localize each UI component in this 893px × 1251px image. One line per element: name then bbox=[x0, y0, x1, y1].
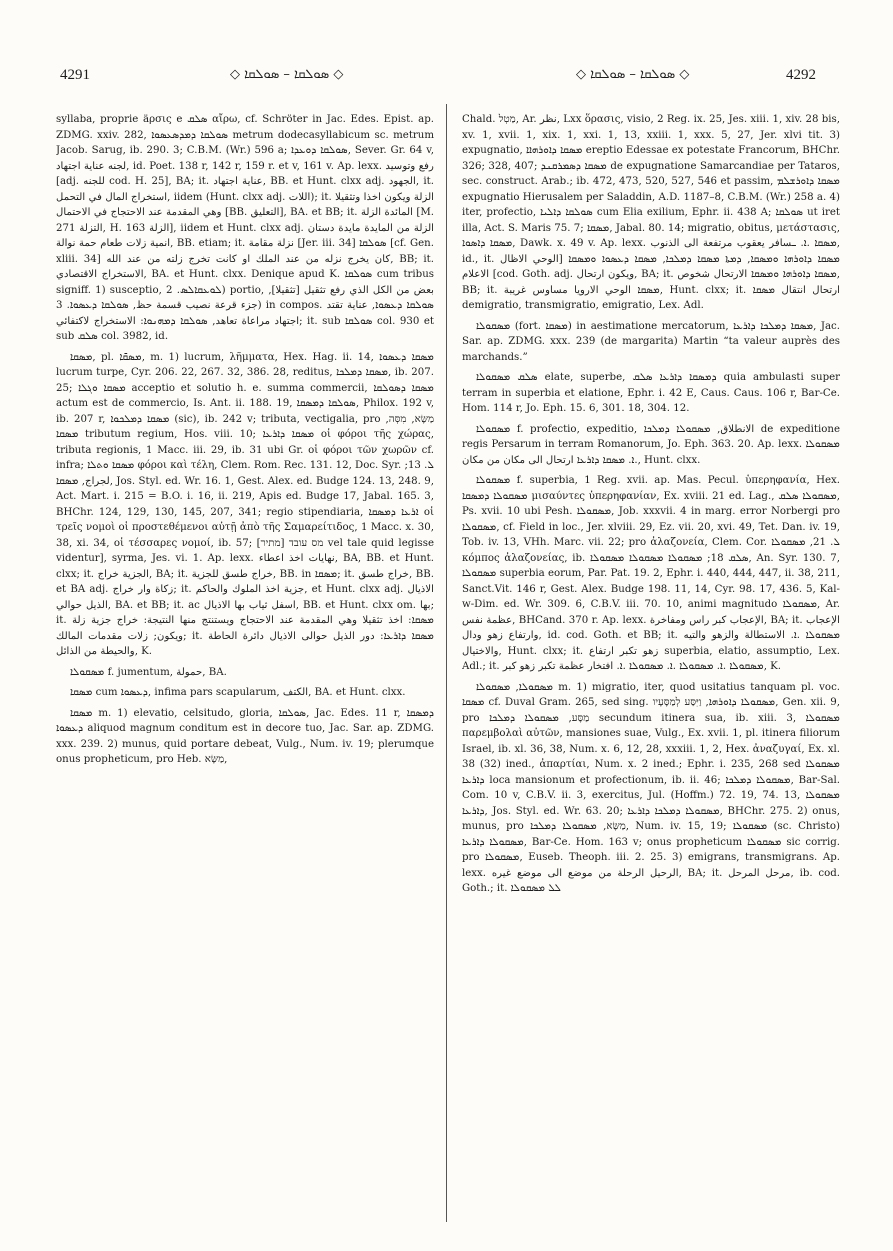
right-page-number: 4292 bbox=[786, 67, 816, 83]
entry-paragraph: ܡܣܩܐ m. 1) elevatio, celsitudo, gloria, ܣܘܠܩܐ, Jac. Edes. 11 r, ܕܡܣܩܐ ܕܥܣܘܐ aliquod magnum conditum est in decore tuo, Jac. Sar. ap. ZDMG. xxx. 239. 2) munus, quid portare debeat, Vulg., Num. iv. 19; plerumque onus propheticum, pro Heb. מַשָּׂא, bbox=[56, 707, 434, 765]
entry-paragraph: ܣܠܩ ܡܣܩܘܠܐ elate, superbe, ܕܡܣܩܐ ܕܐܪܥܐ ܣܠܩ quia ambulasti super terram in superbia et elatione, Ephr. i. 42 E, Caus. Caus. 106 r, Bar-Ce. Hom. 114 r, Jo. Eph. 15. 6, 301. 18, 304. 12. bbox=[462, 372, 840, 414]
entry-paragraph: Chald. מַטְל, Ar. نظر, Lxx ὅρασις, visio, 2 Reg. ix. 25, Jes. xiii. 1, xiv. 28 bis, xv. 1, xvii. 1, xix. 1, xxi. 1, 13, xxiii. 1, xxx. 5, 27, Jer. xlvi tit. 3) expugnatio, ܡܣܩܐ ܕܐܘܪܗܐܐ ereptio Edessae ex potestate Francorum, BHChr. 326; 328, 407; ܡܣܩܐ ܕܣܡܪܩܢܕ de expugnatione Samarcandiae per Tataros, sec. construct. Arab.; ib. 472, 473, 520, 527, 546 et passim, ܡܣܩܐ ܕܐܘܪܫܠܡ expugnatio Hierusalem per Saladdin, A.D. 1187–8, C.B.M. (Wr.) 258 a. 4) iter, profectio, ܣܘܠܩܐ ܕܐܠܝܐ cum Elia exilium, Ephr. ii. 438 A; ܣܘܠܩܐ ut iret illa, Act. S. Maris 75. 7; ܡܣܩܐ, Jabal. 80. 14; migratio, obitus, μετάστασις, ܡܣܩܐ ܕܐܣܘܐ, Dawk. x. 49 v. Ap. lexx. ܡܣܩܐ .ܐ. ـسافر يعقوب مرتفعة الى الذنوب, id., it. ܡܣܩܐ ܕܐܘܪܗܐ ܘܡܣܩܐ, ܕܡܬܐ ܡܣܩܐ ܕܡܠܟܐ, ܡܣܩܐ ܕܥܣܘܐ ܘܡܣܩܐ [الوحي الاظال الاعلام [cod. Goth. adj. ويكون ارتحال, BA; it. ܡܣܩܐ ܕܐܘܪܗܐ ܘܡܣܩܐ الارتحال شخوص, BB; it. ܡܣܩܐ الوحي الارويا مساوس غريبة, Hunt. clxx; it. ارتحال انتقال ܡܣܩܐ demigratio, transmigratio, emigratio, Lex. Adl. bbox=[462, 114, 840, 311]
entry-paragraph: ܡܣܩܐ, pl. ܡܣܩ̄ܐ, m. 1) lucrum, λῆμματα, Hex. Hag. ii. 14, ܡܣܩܐ ܕܥܣܘܐ lucrum turpe, Cyr. 206. 22, 267. 32, 386. 28, reditus, ܡܣܩܐ ܕܡܠܟܐ, ib. 207. 25; ܡܣܩܐ ܘܓܠܐ acceptio et solutio h. e. summa commercii, ܡܣܩܐ ܕܣܘܠܩܐ actum est de commercio, Is. Ant. ii. 188. 19, ܣܘܠܩܐ ܕܡܣܩܐ, Philox. 192 v, ib. 207 r, ܡܣܩܐ ܕܡܠܟܘܐ (sic), ib. 242 v; tributa, vectigalia, pro מַשָּׂא, מִסְּה, ܡܣܩܐ tributum regium, Hos. viii. 10; ܡܣܩܐ ܕܐܪܥܐ οἱ φόροι τῆς χώρας, tributa regionis, 1 Macc. iii. 29, ib. 31 ubi Gr. οἱ φόροι τῶν χωρῶν cf. infra; ܡܣܩܐ ܘܬܠܐ φόροι καὶ τέλη, Clem. Rom. Rec. 131. 12, Doc. Syr. ܠ. 13; لجراج, ܡܣܩܐ, Jos. Styl. ed. Wr. 16. 1, Gest. Alex. ed. Budge 124. 13, 248. 9, Act. Mart. i. 215 = B.O. i. 16, ii. 219, Apis ed. Budge 17, Jabal. 165. 3, BHChr. 124, 129, 130, 145, 207, 341; regio stipendiaria, ܐܪܥܐ ܕܡܣܩܐ οἱ τρεῖς νομοὶ οἱ προστεθέμενοι αὐτῇ ἀπὸ τῆς Σαμαρείτιδος, 1 Macc. x. 30, 38, xi. 34, οἱ τέσσαρες νομοί, ib. 57; מס עובד [מתיר] vel tale quid legisse videntur], syrma, Jes. vi. 1. Ap. lexx. نهايات اخذ اعطاء, BA, BB. et Hunt. clxx; it. الجزية خراج, BA; it. خراج طسق للجزية, BB. in ܡܣܩܐ; it. خراج طسق, BB. et BA adj. زكاة وار خراج; it. جزية اخذ الملوك والحاكم, et Hunt. clxx adj. الاذيال الذيل حوالي, BA. et BB; it. ac اسفل ثياب بها الاذيال, BB. et Hunt. clxx om. بها; it. ܡܣܩܐ: اخذ تثقيلا وهي المقدمة عند الاحتجاج ويستنتج منها النتيجة: خراج جزية زلة ويكون; زلات مقدمات المالك; it. ܡܣܩܐ ܕܐܪܥܐ: دور الذيل حوالى الاذيال دائرة الحاطة والحيطة من الذائل, K. bbox=[56, 351, 434, 657]
entry-paragraph: ܡܣܩܘܠܐ, ܡܣܩܘܠܐ m. 1) migratio, iter, quod usitatius tanquam pl. voc. ܡܣܩܐ cf. Duval Gram. 265, sed sing. ܡܣܩܘܠܐ ܕܐܘܪܗܐ, וַיִּסַּע לְמַסָּעָיו, Gen. xii. 9, pro מַסָּע, ܡܣܩܘܠܐ ܕܡܠܟܐ secundum itinera sua, ib. xiii. 3, ܡܣܩܘܠܐ παρεμβολαὶ αὐτῶν, mansiones suae, Vulg., Ex. xvii. 1, pl. itinera filiorum Israel, ib. xl. 36, 38, Num. x. 6, 12, 28, xxxiii. 1, 2, Hex. ἀναζυγαί, Ex. xl. 38 (32) ined., ἀπαρτίαι, Num. x. 2 ined.; Ephr. i. 235, 268 sed ܡܣܩܘܠܐ ܕܐܪܥܐ loca mansionum et profectionum, ib. ii. 46; ܡܣܩܘܠܐ ܕܡܠܟܐ, Bar-Sal. Com. 10 v, C.B.V. ii. 3, exercitus, Jul. (Hoffm.) 72. 19, 74. 13, ܡܣܩܘܠܐ ܕܐܪܥܐ, Jos. Styl. ed. Wr. 63. 20; ܡܣܩܘܠܐ ܕܡܠܟܐ ܕܐܪܥܐ, BHChr. 275. 2) onus, munus, pro מַשָּׂא, ܡܣܩܘܠܐ ܕܡܠܟܐ, Num. iv. 15, 19; ܡܣܩܘܠܐ (sc. Christo) ܡܣܩܘܠܐ ܕܐܪܥܐ, Bar-Ce. Hom. 163 v; onus propheticum ܡܣܩܘܠܐ sic corrig. pro ܡܣܩܘܠܐ, Euseb. Theoph. iii. 2. 25. 3) emigrans, transmigrans. Ap. lexx. الرحيل الرحلة من موضع الى موضع غيره, BA; it. مرحل المرحل, ib. cod. Goth.; it. ܠܠ ܡܣܩܘܠܐ bbox=[462, 681, 840, 894]
right-running-head: ◇ ܣܘܠܩܐ – ܣܘܠܩܐ ◇ bbox=[576, 67, 690, 82]
entry-paragraph: ܡܣܩܐ cum ܕܥܣܘܐ, infima pars scapularum, الكتف, BA. et Hunt. clxx. bbox=[70, 687, 406, 698]
right-column bbox=[462, 112, 840, 1212]
entry-paragraph: ܡܣܩܘܠܐ f. jumentum, حمولة, BA. bbox=[70, 666, 227, 678]
left-header bbox=[60, 64, 430, 86]
entry-paragraph: ܡܣܩܘܠܐ f. profectio, expeditio, الانطلاق, ܡܣܩܘܠܐ ܕܡܠܟܐ de expeditione regis Persarum in terram Romanorum, Jo. Eph. 363. 20. Ap. lexx. ܡܣܩܘܠܐ .ܐ. ܡܣܩܐ ܕܐܪܥܐ ارتحال الى مكان من مكان, Hunt. clxx. bbox=[462, 423, 840, 466]
left-running-head: ◇ ܣܘܠܩܐ – ܣܘܠܩܐ ◇ bbox=[230, 67, 344, 82]
left-page-number: 4291 bbox=[60, 67, 90, 83]
entry-paragraph: ܡܣܩܘܠܐ f. superbia, 1 Reg. xvii. ap. Mas. Pecul. ὑπερηφανία, Hex. ܡܣܩܘܠܐ ܕܡܣܩܐ μισαύντες ὑπερηφανίαν, Ex. xviii. 21 ed. Lag., ܡܣܩܘܠܐ ܣܠܩ, Ps. xvii. 10 ubi Pesh. ܡܣܩܘܠܐ, Job. xxxvii. 4 in marg. error Norbergi pro ܡܣܩܘܠܐ, cf. Field in loc., Jer. xlviii. 29, Ez. vii. 20, xvi. 49, Tet. Dan. iv. 19, Tob. iv. 13, VHh. Marc. vii. 22; pro ἀλαζονεία, Clem. Cor. ܠ. 21, ܡܣܩܘܠܐ κόμπος ἀλαζονείας, ib. ܣܠܩ 18; ܡܣܩܘܠܐ ܡܣܩܘܠܐ ܡܣܩܘܠܐ, An. Syr. 130. 7, ܡܣܩܘܠܐ superbia eorum, Par. Pat. 19. 2, Ephr. i. 440, 444, 447, ii. 38, 211, Sanct.Vit. 146 r, Gest. Alex. Budge 198. 11, 14, Cyr. 98. 17, 436. 5, Kal-w-Dim. ed. Wr. 309. 6, C.B.V. iii. 70. 10, animi magnitudo ܡܣܩܘܠܐ, Ar. عظمة نفس, BHCand. 370 r. Ap. lexx. الإعجاب كبر راس ومفاخرة, BA; it. الإعجاب وارتفاع زهو ودال, id. cod. Goth. et BB; it. ܡܣܩܘܠܐ .ܐ. الاستطالة والزهو والتيه والاختيال, Hunt. clxx; it. زهو تكبر ارتفاع superbia, elatio, assumptio, Lex. Adl.; it. ܡܣܩܘܠܐ .ܐ. ܡܣܩܘܠܐ .ܐ. ܡܣܩܘܠܐ .ܐ. افتخار عظمة تكبر زهو كبر, K. bbox=[462, 475, 840, 672]
entry-paragraph: syllaba, proprie äρσις e ܣܠܩ αἴρω, cf. Schröter in Jac. Edes. Epist. ap. ZDMG. xxiv. 282, ܣܘܠܩܐ ܕܡܕܣܥܣܘܐ metrum dodecasyllabicum sc. metrum Jacob. Sarug, ib. 290. 3; C.B.M. (Wr.) 596 a; ܣܘܠܩܐ ܕܘܥܕܐ, Sever. Gr. 64 v, لجنه عناية اجتهاد, id. Poet. 138 r, 142 r, 159 r. et v, 161 v. Ap. lexx. رفع وتوسيد [adj. للجنه cod. H. 25], BA; it. عناية اجتهاد, BB. et Hunt. clxx adj. الجهود, it. استخراج المال في التحمل, iidem (Hunt. clxx adj. اللات); it. الزلة ويكون اخذا وتثقيلا وهي المقدمة عند الاحتجاج في الاحتمال [BB. التعليق], BA. et BB; it. المائدة الزلة [M. 271 التزلة, H. 163 الزلة], iidem et Hunt. clxx adj. الزلة من المايدة مايدة دستان انمية زلات طعام حمة نوالة, BB. etiam; it. نزلة مقامة [Jer. iii. 34] ܣܘܠܩܐ [cf. Gen. xliii. 34] كان يخرج نزله من عند الملك او كانت تخرج زلته من عند الله, BB; it. الاستخراج الاقتصادي, BA. et Hunt. clxx. Denique apud K. ܣܘܠܩܐ cum tribus signiff. 1) susceptio, ܠܘܥܩܐܠܣ. 2) portio, بعض من الكل الذي رفع تثقيل [تثقيلا], جزء قرعة نصيب قسمة حظ, ܣܘܠܩܐ ܕܥܣܘܐ. 3) in compos. ܣܘܠܩܐ ܕܥܣܘܐ, عناية تقتد اجتهاد مراعاة تعاهد, ܣܘܠܩܐ ܕܡܗܢܘܐ: الاستخراج لاكتفائي; it. sub ܣܘܠܩܐ col. 930 et sub ܣܠܩ col. 3982, id. bbox=[56, 114, 434, 342]
right-header bbox=[466, 64, 836, 86]
left-column bbox=[56, 112, 434, 1212]
entry-paragraph: ܡܣܩܘܠܐ (fort. ܡܣܩܐ) in aestimatione mercatorum, ܡܣܩܐ ܕܡܠܟܐ ܕܐܪܥܐ, Jac. Sar. ap. ZDMG. xxx. 239 (de margarita) Martin “ta valeur auprès des marchands.” bbox=[462, 320, 840, 363]
column-divider bbox=[446, 104, 447, 1222]
